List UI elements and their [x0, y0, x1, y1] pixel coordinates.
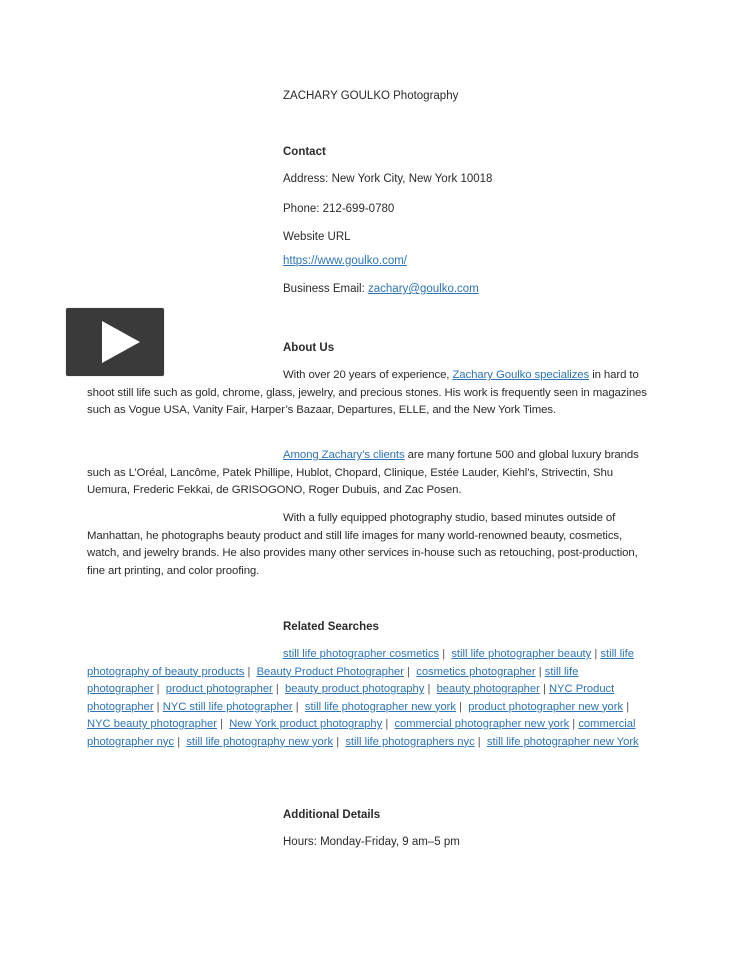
separator: | [336, 735, 340, 748]
additional-details-heading: Additional Details [283, 809, 381, 821]
email-label: Business Email: [283, 283, 369, 295]
specializes-link[interactable]: Zachary Goulko specializes [452, 369, 590, 381]
related-link[interactable]: NYC beauty photographer [87, 718, 217, 730]
separator: | [442, 648, 446, 660]
related-link[interactable]: still life photographer new York [486, 735, 639, 748]
separator: | [156, 700, 160, 713]
separator: | [220, 718, 223, 730]
about-paragraph-3: With a fully equipped photography studio, based minutes outside of Manhattan, he photographs beauty product and still life images for many world-renowned beauty, cosmetics, watch, and jewelry brands. He also provides many other services in-house such as retouching, post-production, fine art printing, and color proofing. [87, 512, 638, 577]
website-link[interactable]: https://www.goulko.com/ [283, 255, 407, 267]
email-link[interactable]: zachary@goulko.com [368, 283, 479, 295]
phone-text: Phone: 212-699-0780 [283, 203, 395, 215]
separator: | [407, 665, 411, 678]
about-p2-text: are many fortune 500 and global luxury brands such as L’Oréal, Lancôme, Patek Phillipe, Hublot, Chopard, Clinique, Estée Lauder, Kiehl’s, Strivectin, Shu Uemura, Frederic Fekkai, de GRISOGONO, Roger Dubuis, and Zac Posen. [87, 449, 639, 496]
separator: | [156, 683, 160, 695]
video-play-button[interactable] [66, 308, 164, 376]
related-link[interactable]: still life photographer [87, 665, 579, 695]
separator: | [542, 683, 546, 695]
related-searches-list [87, 646, 647, 751]
about-paragraph-2 [87, 447, 657, 500]
separator: | [275, 683, 279, 695]
about-heading: About Us [283, 342, 335, 354]
related-link[interactable]: New York product photography [229, 718, 383, 730]
related-link[interactable]: beauty product photography [285, 683, 425, 695]
address-text: Address: New York City, New York 10018 [283, 173, 493, 185]
page-title: ZACHARY GOULKO Photography [283, 90, 459, 102]
related-link[interactable]: commercial photographer new york [394, 718, 570, 730]
separator: | [477, 735, 481, 748]
related-link[interactable]: still life photographer new york [304, 700, 456, 713]
related-link[interactable]: still life photographer beauty [451, 648, 592, 660]
separator: | [247, 665, 251, 678]
separator: | [427, 683, 431, 695]
related-link[interactable]: Beauty Product Photographer [256, 665, 404, 678]
separator: | [572, 718, 576, 730]
related-link[interactable]: still life photographer cosmetics [283, 648, 440, 660]
contact-heading: Contact [283, 146, 326, 158]
separator: | [626, 700, 630, 713]
related-link[interactable]: still life photography of beauty products [87, 648, 634, 678]
about-p1-text-cont: in hard to shoot still life such as gold, chrome, glass, jewelry, and precious stones. His work is frequently seen in magazines such as Vogue USA, Vanity Fair, Harper’s Bazaar, Departures, ELLE, and the New York Times. [87, 369, 647, 416]
related-searches-heading: Related Searches [283, 621, 379, 633]
separator: | [594, 648, 598, 660]
related-link[interactable]: product photographer new york [468, 700, 624, 713]
related-link[interactable]: still life photography new york [186, 735, 334, 748]
clients-link[interactable]: Among Zachary’s clients [283, 449, 405, 461]
hours-text: Hours: Monday-Friday, 9 am–5 pm [283, 836, 460, 848]
related-link[interactable]: beauty photographer [436, 683, 540, 695]
related-link[interactable]: NYC still life photographer [162, 700, 293, 713]
related-link[interactable]: NYC Product photographer [87, 683, 615, 713]
separator: | [177, 735, 181, 748]
separator: | [295, 700, 299, 713]
separator: | [538, 665, 542, 678]
play-icon [66, 308, 164, 376]
separator: | [385, 718, 389, 730]
related-link[interactable]: commercial photographer nyc [87, 718, 636, 748]
separator: | [459, 700, 463, 713]
related-link[interactable]: cosmetics photographer [416, 665, 536, 678]
about-p1-text: With over 20 years of experience, [283, 369, 453, 381]
about-paragraph-1 [87, 367, 657, 420]
related-link[interactable]: still life photographers nyc [345, 735, 475, 748]
website-label: Website URL [283, 231, 351, 243]
related-link[interactable]: product photographer [165, 683, 273, 695]
